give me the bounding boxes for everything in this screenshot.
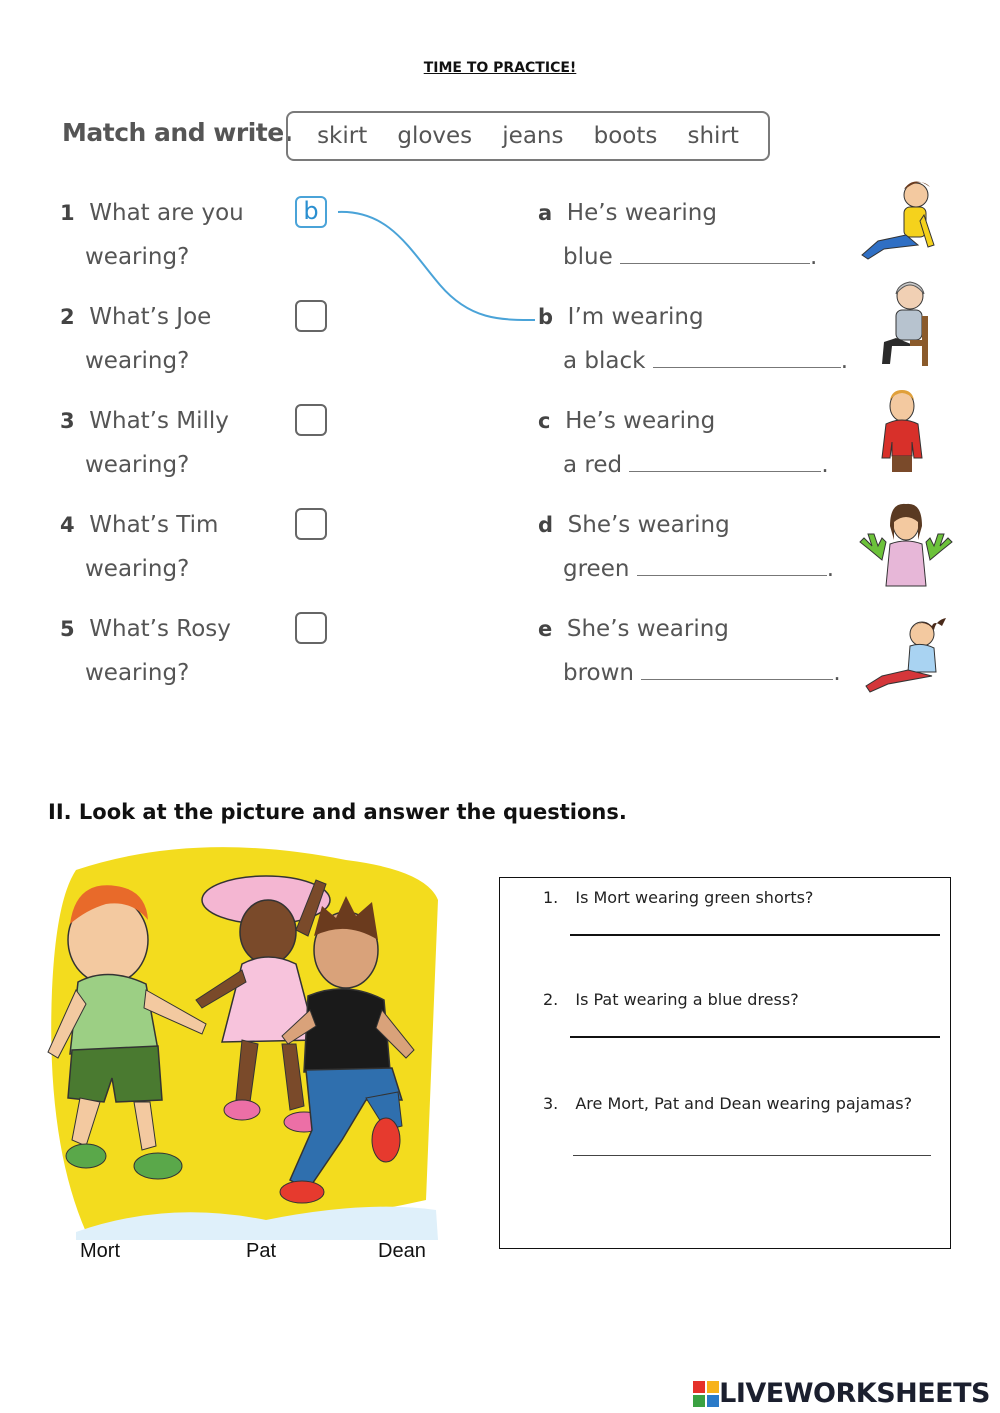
question-text: What’s Joe bbox=[89, 304, 212, 330]
word-bank-item: skirt bbox=[317, 123, 368, 149]
grandmother-picture bbox=[876, 276, 938, 370]
question-text: wearing? bbox=[85, 452, 190, 478]
girl-green-gloves-picture bbox=[856, 500, 956, 592]
answer-line-3[interactable] bbox=[573, 1155, 931, 1156]
match-instruction: Match and write. bbox=[62, 118, 293, 147]
question-1 bbox=[60, 191, 244, 279]
answer-text: brown bbox=[563, 660, 635, 686]
word-bank-item: jeans bbox=[502, 123, 564, 149]
word-bank-item: boots bbox=[593, 123, 658, 149]
name-label-pat: Pat bbox=[246, 1240, 277, 1262]
answer-text: He’s wearing bbox=[566, 200, 717, 226]
children-picture bbox=[46, 840, 442, 1240]
answer-blank-c[interactable] bbox=[629, 455, 821, 472]
word-bank-item: gloves bbox=[397, 123, 473, 149]
question-text: What’s Rosy bbox=[89, 616, 231, 642]
question-text: wearing? bbox=[85, 244, 190, 270]
question-text: Is Pat wearing a blue dress? bbox=[575, 990, 799, 1009]
answer-text: green bbox=[563, 556, 630, 582]
answer-line-2[interactable] bbox=[570, 1036, 940, 1038]
liveworksheets-logo-icon bbox=[693, 1381, 719, 1407]
answer-c: c He’s wearing a red . bbox=[538, 408, 829, 478]
liveworksheets-logo bbox=[693, 1378, 990, 1409]
question-4 bbox=[60, 503, 218, 591]
question-2 bbox=[60, 295, 211, 383]
answer-a: a He’s wearing blue . bbox=[538, 200, 818, 270]
answer-box-5[interactable] bbox=[295, 612, 327, 644]
question-number: 3. bbox=[543, 1094, 559, 1113]
question-text: What’s Tim bbox=[89, 512, 219, 538]
question-number: 2 bbox=[60, 305, 75, 329]
answer-blank-b[interactable] bbox=[653, 351, 841, 368]
question-number: 3 bbox=[60, 409, 75, 433]
boy-red-shirt-picture bbox=[874, 386, 930, 478]
question-text: What’s Milly bbox=[89, 408, 229, 434]
answer-box-1[interactable]: b bbox=[295, 196, 327, 228]
answer-line-1[interactable] bbox=[570, 934, 940, 936]
answer-box-3[interactable] bbox=[295, 404, 327, 436]
answer-b: b I’m wearing a black . bbox=[538, 304, 849, 374]
girl-sitting-picture bbox=[862, 610, 954, 696]
answer-text: She’s wearing bbox=[567, 512, 730, 538]
answer-blank-d[interactable] bbox=[637, 559, 827, 576]
answer-letter: a bbox=[538, 201, 553, 225]
word-bank bbox=[286, 111, 770, 161]
question-number: 1. bbox=[543, 888, 559, 907]
answer-text: a black bbox=[563, 348, 646, 374]
question-text: wearing? bbox=[85, 348, 190, 374]
answer-blank-e[interactable] bbox=[641, 663, 833, 680]
match-line bbox=[330, 200, 540, 330]
question-text: Is Mort wearing green shorts? bbox=[575, 888, 814, 907]
worksheet-title: TIME TO PRACTICE! bbox=[423, 60, 577, 76]
answer-letter: e bbox=[538, 617, 553, 641]
answer-box-4[interactable] bbox=[295, 508, 327, 540]
answer-text: a red bbox=[563, 452, 623, 478]
question-number: 5 bbox=[60, 617, 75, 641]
question-3 bbox=[60, 399, 229, 487]
question-item-1 bbox=[543, 888, 813, 907]
question-item-2 bbox=[543, 990, 799, 1009]
question-text: Are Mort, Pat and Dean wearing pajamas? bbox=[575, 1094, 913, 1113]
answer-letter: c bbox=[538, 409, 551, 433]
name-label-dean: Dean bbox=[378, 1240, 426, 1262]
question-number: 2. bbox=[543, 990, 559, 1009]
liveworksheets-logo-text: LIVEWORKSHEETS bbox=[719, 1378, 990, 1409]
answer-d: d She’s wearing green . bbox=[538, 512, 835, 582]
answer-text: He’s wearing bbox=[565, 408, 716, 434]
question-number: 4 bbox=[60, 513, 75, 537]
word-bank-item: shirt bbox=[687, 123, 739, 149]
answer-text: blue bbox=[563, 244, 613, 270]
question-5 bbox=[60, 607, 231, 695]
question-text: wearing? bbox=[85, 556, 190, 582]
question-item-3 bbox=[543, 1094, 912, 1113]
question-text: wearing? bbox=[85, 660, 190, 686]
answer-blank-a[interactable] bbox=[620, 247, 810, 264]
boy-sitting-picture bbox=[858, 175, 938, 265]
answer-letter: b bbox=[538, 305, 554, 329]
answer-text: She’s wearing bbox=[566, 616, 729, 642]
question-text: What are you bbox=[89, 200, 244, 226]
answer-text: I’m wearing bbox=[567, 304, 704, 330]
answer-e: e She’s wearing brown . bbox=[538, 616, 841, 686]
questions-box bbox=[499, 877, 951, 1249]
question-number: 1 bbox=[60, 201, 75, 225]
section-2-heading: II. Look at the picture and answer the questions. bbox=[48, 800, 627, 824]
answer-letter: d bbox=[538, 513, 554, 537]
answer-box-2[interactable] bbox=[295, 300, 327, 332]
name-label-mort: Mort bbox=[80, 1240, 120, 1262]
